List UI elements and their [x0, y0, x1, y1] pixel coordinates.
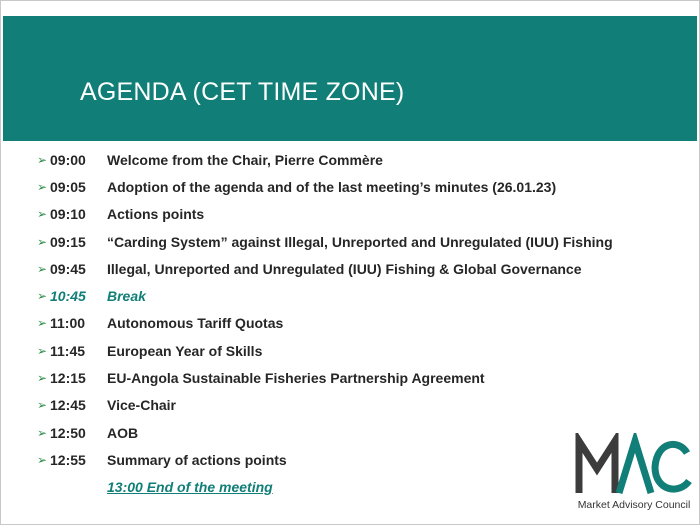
mac-logo-mark: [575, 433, 695, 497]
agenda-time: 11:45: [50, 342, 86, 359]
end-of-meeting-link[interactable]: 13:00 End of the meeting: [107, 479, 273, 496]
agenda-item: [37, 146, 677, 173]
agenda-topic: Autonomous Tariff Quotas: [107, 315, 284, 332]
slide-title: AGENDA (CET TIME ZONE): [80, 78, 405, 106]
arrow-right-icon: ➢: [37, 234, 48, 249]
agenda-time: 10:45: [50, 288, 86, 305]
agenda-time: 12:55: [50, 451, 86, 468]
arrow-right-icon: ➢: [37, 398, 48, 413]
agenda-item: [37, 255, 677, 282]
agenda-item: [37, 310, 677, 337]
arrow-right-icon: ➢: [37, 152, 48, 167]
agenda-topic: Adoption of the agenda and of the last meeting’s minutes (26.01.23): [107, 178, 557, 195]
arrow-right-icon: ➢: [37, 289, 48, 304]
logo-caption: Market Advisory Council: [577, 499, 691, 511]
agenda-item: [37, 173, 677, 200]
agenda-item: [37, 392, 677, 419]
arrow-right-icon: ➢: [37, 207, 48, 222]
agenda-topic: Illegal, Unreported and Unregulated (IUU) Fishing & Global Governance: [107, 260, 582, 277]
agenda-item: [37, 228, 677, 255]
title-banner: [3, 16, 697, 141]
agenda-item: [37, 337, 677, 364]
arrow-right-icon: ➢: [37, 371, 48, 386]
agenda-topic: EU-Angola Sustainable Fisheries Partnership Agreement: [107, 370, 485, 387]
agenda-time: 12:50: [50, 424, 86, 441]
agenda-item: [37, 201, 677, 228]
agenda-topic: Welcome from the Chair, Pierre Commère: [107, 151, 383, 168]
agenda-time: 09:15: [50, 233, 86, 250]
agenda-topic: Actions points: [107, 206, 205, 223]
agenda-topic: Summary of actions points: [107, 451, 287, 468]
arrow-right-icon: ➢: [37, 425, 48, 440]
arrow-right-icon: ➢: [37, 452, 48, 467]
agenda-time: 09:10: [50, 206, 86, 223]
agenda-time: 09:05: [50, 178, 86, 195]
agenda-topic: AOB: [107, 424, 139, 441]
mac-logo: [571, 433, 697, 521]
agenda-item: [37, 364, 677, 391]
agenda-topic: Break: [107, 288, 146, 305]
agenda-time: 12:45: [50, 397, 86, 414]
agenda-time: 11:00: [50, 315, 86, 332]
agenda-time: 09:00: [50, 151, 86, 168]
agenda-time: 12:15: [50, 370, 86, 387]
arrow-right-icon: ➢: [37, 316, 48, 331]
arrow-right-icon: ➢: [37, 261, 48, 276]
agenda-item: [37, 282, 677, 309]
arrow-right-icon: ➢: [37, 343, 48, 358]
agenda-topic: Vice-Chair: [107, 397, 176, 414]
arrow-right-icon: ➢: [37, 179, 48, 194]
agenda-time: 09:45: [50, 260, 86, 277]
agenda-topic: European Year of Skills: [107, 342, 263, 359]
agenda-topic: “Carding System” against Illegal, Unreported and Unregulated (IUU) Fishing: [107, 233, 613, 250]
